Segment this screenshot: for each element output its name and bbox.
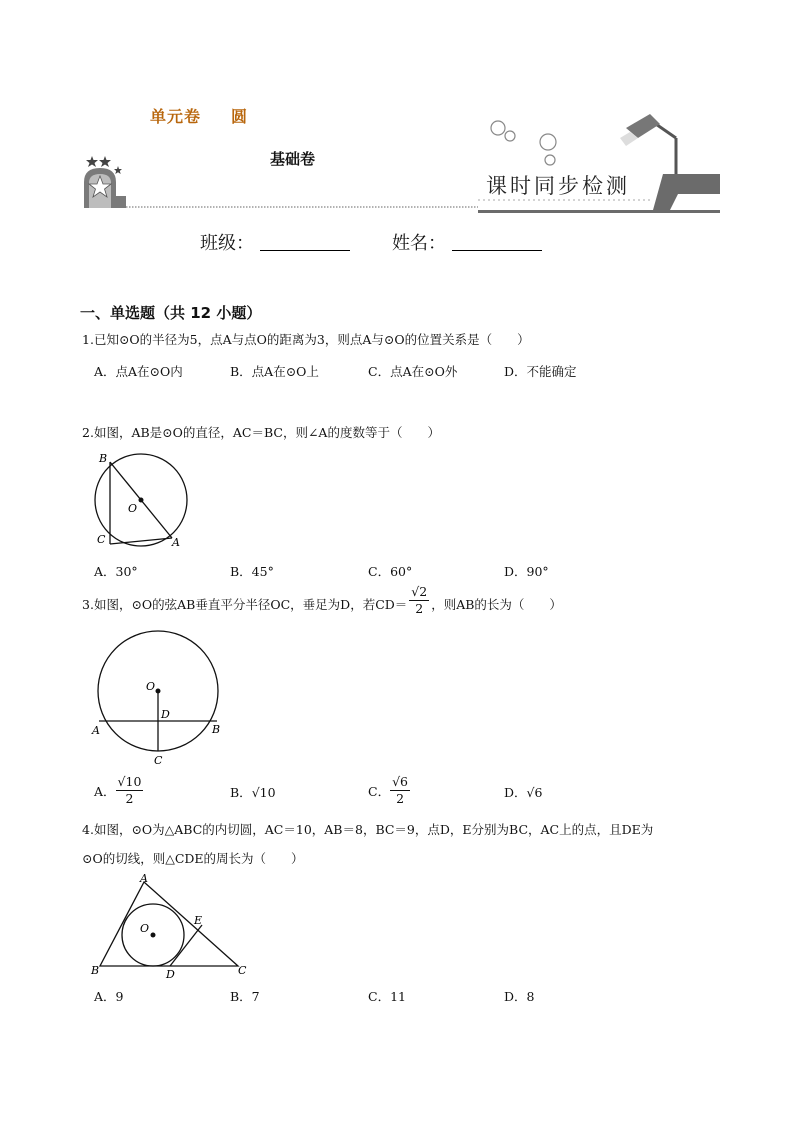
question-number: 2. [82, 425, 94, 440]
figure-label: B [91, 964, 100, 977]
figure-label: C [238, 964, 247, 977]
bubbles-decoration [491, 121, 556, 165]
figure-label: O [140, 922, 150, 935]
question-text-line1: 如图，⊙O为△ABC的内切圆，AC＝10，AB＝8，BC＝9，点D，E分别为BC，AC上的点，且DE为 [93, 822, 654, 837]
figure-label: C [97, 533, 106, 546]
q1-option-d[interactable]: D．不能确定 [504, 364, 577, 379]
q2-option-a[interactable]: A．30° [94, 564, 138, 579]
figure-label: O [146, 680, 156, 693]
banner-title: 课时同步检测 [486, 174, 630, 198]
fraction-denominator: 2 [125, 791, 134, 806]
section-title: 一、单选题（共 12 小题） [80, 304, 262, 322]
q3-option-d[interactable] [504, 783, 542, 801]
q2-option-d[interactable]: D．90° [504, 564, 549, 579]
q1-option-b[interactable]: B．点A在⊙O上 [230, 364, 319, 379]
fraction [116, 774, 144, 807]
fraction-numerator: √10 [117, 774, 142, 789]
q4-option-c[interactable]: C．11 [368, 989, 406, 1004]
figure-label: A [172, 536, 180, 549]
option-letter: A． [94, 783, 116, 799]
class-name-row [200, 229, 542, 255]
figure-label: O [128, 502, 138, 515]
q2-option-c[interactable]: C．60° [368, 564, 413, 579]
question-4-line2: ⊙O的切线，则△CDE的周长为（ ） [82, 851, 304, 866]
question-text: 如图，AB是⊙O的直径，AC＝BC，则∠A的度数等于（ ） [93, 425, 440, 440]
header-banner-graphic [78, 112, 728, 217]
q4-option-d[interactable]: D．8 [504, 989, 535, 1004]
fraction-numerator: √2 [411, 584, 428, 599]
q2-option-b[interactable]: B．45° [230, 564, 274, 579]
question-text: 已知⊙O的半径为5，点A与点O的距离为3，则点A与⊙O的位置关系是（ ） [93, 332, 530, 347]
fraction [409, 584, 429, 617]
q1-option-c[interactable]: C．点A在⊙O外 [368, 364, 458, 379]
question-4 [82, 820, 732, 840]
q4-option-b[interactable]: B．7 [230, 989, 260, 1004]
question-number: 3. [82, 597, 94, 612]
fraction-denominator: 2 [396, 791, 405, 806]
question-3 [82, 584, 562, 617]
q3-option-b[interactable] [230, 783, 276, 801]
figure-label: D [161, 708, 170, 721]
level-label: 基础卷 [270, 150, 316, 168]
class-blank[interactable] [260, 232, 350, 251]
option-value: √10 [251, 785, 276, 800]
figure-label: A [92, 724, 100, 737]
figure-label: A [140, 872, 148, 885]
question-number: 1. [82, 332, 94, 347]
question-2 [82, 423, 440, 443]
q3-figure [88, 626, 233, 766]
q3-option-a[interactable] [94, 774, 143, 807]
figure-label: C [154, 754, 163, 766]
star-badge-icon [84, 156, 126, 208]
figure-label: E [194, 914, 203, 927]
fraction-denominator: 2 [415, 601, 424, 616]
desk-lamp-icon [620, 114, 676, 174]
question-text-after: ，则AB的长为（ ） [431, 597, 562, 612]
fraction-numerator: √6 [392, 774, 408, 789]
question-number: 4. [82, 822, 94, 837]
figure-label: D [166, 968, 175, 981]
q4-figure [88, 870, 253, 982]
option-letter: B． [230, 785, 252, 800]
q1-option-a[interactable]: A．点A在⊙O内 [94, 364, 183, 379]
unit-label: 单元卷 [150, 107, 202, 126]
question-text-before: 如图，⊙O的弦AB垂直平分半径OC，垂足为D，若CD＝ [93, 597, 408, 612]
option-letter: C． [368, 783, 391, 799]
name-blank[interactable] [452, 232, 542, 251]
q4-option-a[interactable]: A．9 [94, 989, 124, 1004]
question-1 [82, 330, 530, 350]
option-letter: D． [504, 785, 527, 800]
q3-option-c[interactable] [368, 774, 410, 807]
figure-label: B [212, 723, 221, 736]
option-value: √6 [526, 785, 543, 800]
name-label: 姓名： [392, 233, 446, 254]
figure-label: B [99, 452, 108, 465]
fraction [390, 774, 410, 807]
class-label: 班级： [200, 233, 254, 254]
unit-topic: 圆 [231, 107, 249, 126]
q2-figure [88, 450, 198, 550]
